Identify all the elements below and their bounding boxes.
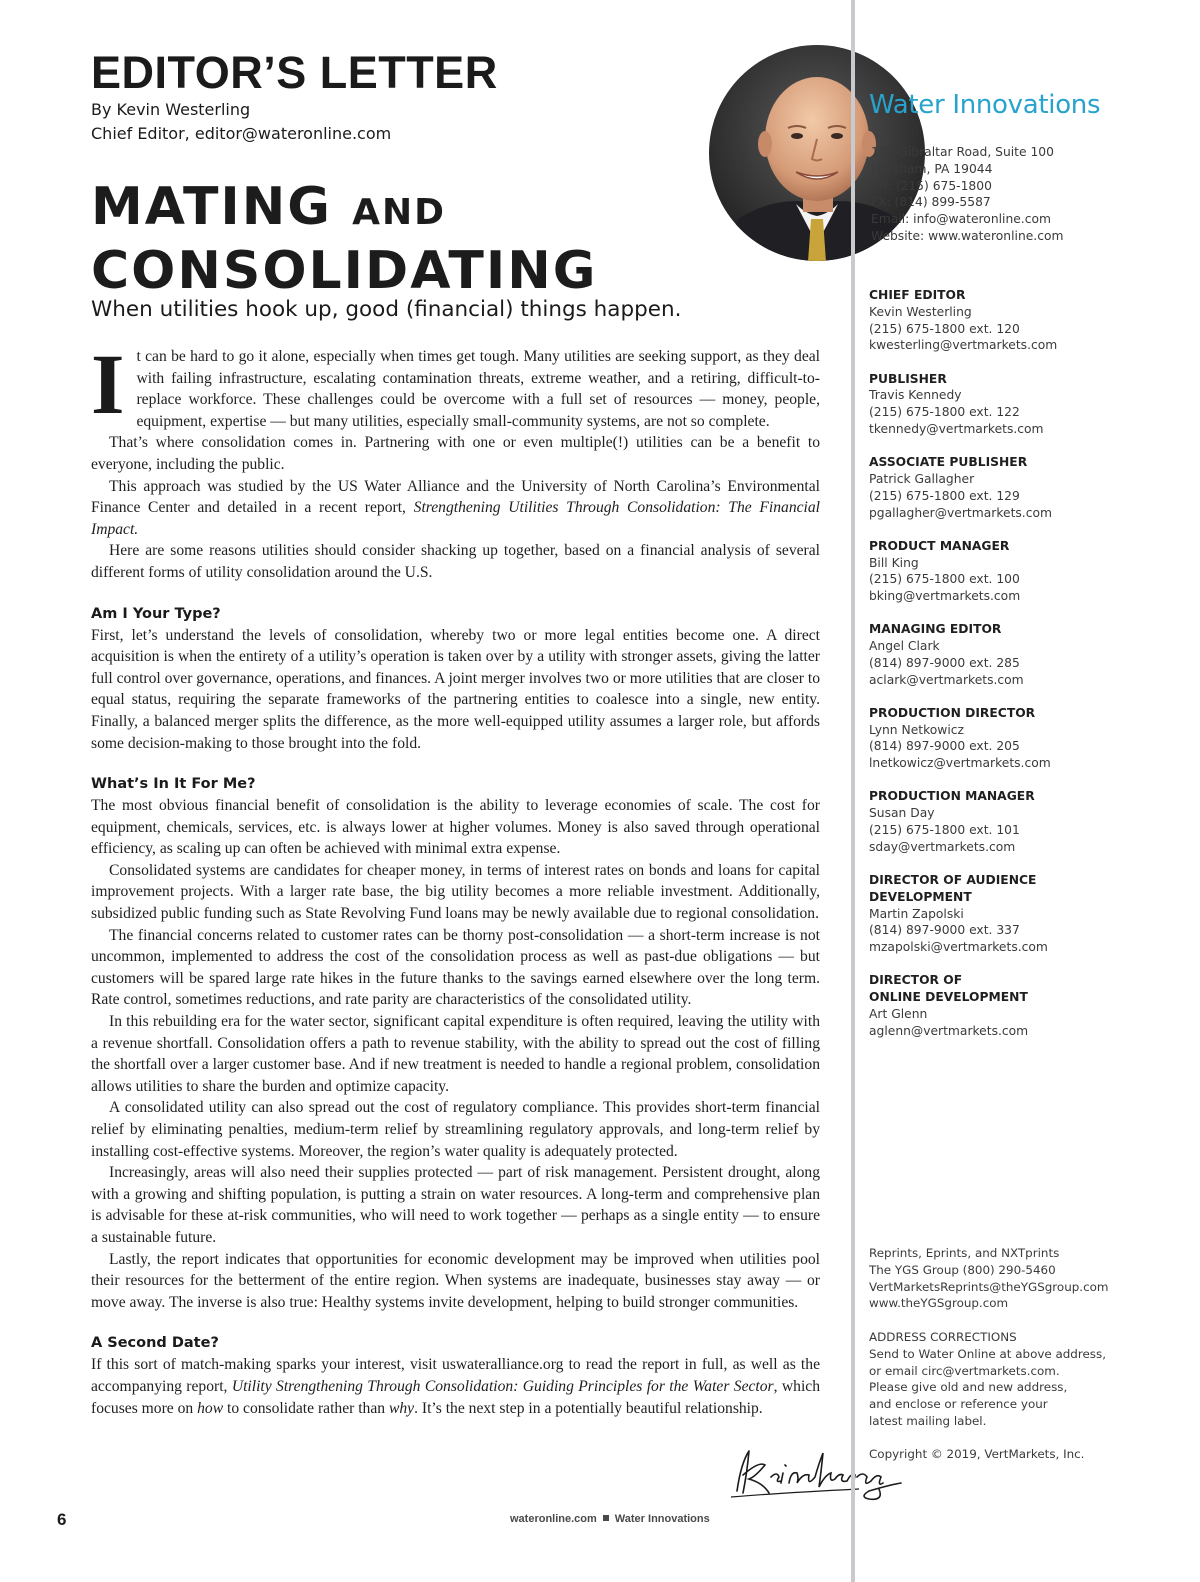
staff-email: aglenn@vertmarkets.com (869, 1023, 1029, 1038)
staff-phone: (215) 675-1800 ext. 101 (869, 823, 1020, 838)
main-column (91, 0, 829, 1582)
paragraph-text: This approach was studied by the US Water Alliance and the University of North Carolina’s Environmental Finance Center and detailed in a recent report, (91, 477, 820, 517)
article-paragraph: Consolidated systems are candidates for cheaper money, in terms of interest rates on bonds and loans for capital improvement projects. With a larger rate base, the big utility becomes a more reliable investment. Additionally, subsidized public funding such as State Revolving Fund loans may be newly available due to regional consolidation. (91, 861, 820, 923)
staff-email: pgallagher@vertmarkets.com (869, 505, 1052, 520)
lead-text: t can be hard to go it alone, especially when times get tough. Many utilities are seeking support, as they deal with failing infrastructure, escalating contamination threats, extreme weather, and a retiring, difficult-to-replace workforce. These challenges could be overcome with a full set of resources — money, people, equipment, expertise — but many utilities, especially small-community systems, are not so complete. (136, 348, 820, 430)
headline (91, 178, 597, 300)
reprints-email: VertMarketsReprints@theYGSgroup.com (869, 1279, 1109, 1294)
staff-email: kwesterling@vertmarkets.com (869, 338, 1058, 353)
staff-role: ONLINE DEVELOPMENT (869, 990, 1028, 1005)
contact-address (871, 144, 1063, 245)
section-title: EDITOR’S LETTER (91, 47, 498, 98)
article-paragraph: In this rebuilding era for the water sector, significant capital expenditure is often required, leaving the utility with a revenue shortfall. Consolidation offers a path to revenue stability, with the ability to spread out the cost of filling the shortfall over a larger customer base. And if new treatment is needed to handle a regional problem, consolidation allows utilities to share the burden and optimize capacity. (91, 1013, 820, 1095)
section-heading-second-date: A Second Date? (91, 1335, 219, 1352)
subheadline: When utilities hook up, good (financial) things happen. (91, 297, 682, 322)
paragraph-text: , which focuses more on (91, 1377, 820, 1417)
report-title: Strengthening Utilities Through Consolidation: The Financial Impact. (91, 499, 821, 538)
staff-role: PRODUCTION DIRECTOR (869, 705, 1036, 720)
staff-email: sday@vertmarkets.com (869, 839, 1016, 854)
staff-phone: (215) 675-1800 ext. 122 (869, 405, 1020, 420)
staff-list (869, 287, 1169, 1056)
staff-name: Patrick Gallagher (869, 471, 975, 486)
staff-email: bking@vertmarkets.com (869, 589, 1021, 604)
headline-word-and: AND (352, 192, 446, 233)
article-paragraph: Here are some reasons utilities should consider shacking up together, based on a financial analysis of several different forms of utility consolidation around the U.S. (91, 542, 820, 581)
byline-author: By Kevin Westerling (91, 100, 251, 119)
staff-role: DIRECTOR OF (869, 973, 963, 988)
section-heading-am-i-your-type: Am I Your Type? (91, 605, 221, 622)
page-footer (510, 1513, 710, 1525)
headline-word-consolidating: CONSOLIDATING (91, 241, 598, 301)
reprints-info (869, 1245, 1108, 1312)
staff-role: PRODUCTION MANAGER (869, 789, 1035, 804)
paragraph-text: . It’s the next step in a potentially beautiful relationship. (414, 1399, 763, 1417)
drop-cap: I (91, 336, 125, 432)
article-paragraph: A consolidated utility can also spread out the cost of regulatory compliance. This provides short-term financial relief by eliminating penalties, medium-term relief by streamlining regulatory approvals, and long-term relief by installing cost-effective systems. Moreover, the region’s water quality is adequately protected. (91, 1099, 820, 1160)
footer-separator (603, 1515, 609, 1521)
section-heading-whats-in-it: What’s In It For Me? (91, 776, 256, 793)
corrections-line: and enclose or reference your (869, 1397, 1048, 1412)
staff-role: CHIEF EDITOR (869, 288, 966, 302)
staff-email: tkennedy@vertmarkets.com (869, 421, 1044, 436)
article-paragraph (91, 1354, 820, 1419)
staff-entry (869, 538, 1169, 605)
address-phone: PH: (215) 675-1800 (871, 178, 992, 193)
staff-phone: (814) 897-9000 ext. 205 (869, 739, 1020, 754)
report-title: Utility Strengthening Through Consolidation: Guiding Principles for the Water Sector (231, 1377, 774, 1395)
staff-entry (869, 621, 1169, 688)
staff-name: Lynn Netkowicz (869, 722, 964, 737)
staff-role: MANAGING EDITOR (869, 622, 1002, 637)
staff-phone: (215) 675-1800 ext. 129 (869, 488, 1020, 503)
article-paragraph: Lastly, the report indicates that opportunities for economic development may be improved when utilities pool their resources for the betterment of the entire region. When systems are inadequate, businesses stay away — or move away. The inverse is also true: Healthy systems invite development, helping to build stronger communities. (91, 1250, 820, 1311)
address-corrections (869, 1329, 1169, 1430)
staff-phone: (814) 897-9000 ext. 285 (869, 655, 1020, 670)
staff-role: PUBLISHER (869, 371, 947, 386)
article-paragraph: The most obvious financial benefit of consolidation is the ability to leverage economies of scale. The cost for equipment, chemicals, services, etc. is always lower at higher volumes. Money is also saved through operational efficiency, as scaling up can often be achieved with minimal extra expense. (91, 797, 820, 858)
footer-publication: Water Innovations (614, 1513, 710, 1525)
staff-phone: (215) 675-1800 ext. 120 (869, 321, 1020, 336)
staff-name: Angel Clark (869, 639, 940, 654)
reprints-website: www.theYGSgroup.com (869, 1296, 1009, 1311)
corrections-line: Please give old and new address, (869, 1380, 1068, 1395)
copyright-notice: Copyright © 2019, VertMarkets, Inc. (869, 1447, 1085, 1461)
staff-entry (869, 454, 1169, 521)
staff-name: Bill King (869, 555, 919, 570)
staff-entry (869, 287, 1169, 354)
emphasis-how: how (197, 1399, 224, 1417)
staff-role: DEVELOPMENT (869, 889, 972, 904)
staff-email: mzapolski@vertmarkets.com (869, 940, 1048, 955)
staff-entry (869, 371, 1169, 438)
paragraph-text: If this sort of match-making sparks your interest, visit uswateralliance.org to read the report in full, as well as the accompanying report, (91, 1356, 820, 1395)
staff-name: Martin Zapolski (869, 906, 964, 921)
address-fax: FX: (814) 899-5587 (871, 195, 991, 210)
article-paragraph: That’s where consolidation comes in. Partnering with one or even multiple(!) utilities can be a benefit to everyone, including the public. (91, 434, 820, 473)
staff-name: Kevin Westerling (869, 304, 972, 319)
headline-word-mating: MATING (91, 177, 332, 237)
corrections-line: or email circ@vertmarkets.com. (869, 1363, 1060, 1378)
emphasis-why: why (388, 1399, 415, 1417)
staff-phone: (215) 675-1800 ext. 100 (869, 572, 1020, 587)
staff-role: PRODUCT MANAGER (869, 538, 1010, 553)
page-number: 6 (57, 1510, 67, 1529)
article-paragraph: First, let’s understand the levels of consolidation, whereby two or more legal entities become one. A direct acquisition is when the entirety of a utility’s operation is taken over by a utility with stronger assets, giving the latter full control over governance, operations, and finances. A joint merger involves two or more utilities that are closer to equal status, requiring the separate frameworks of the partnering entities to coalesce into a single, new entity. Finally, a balanced merger splits the difference, as the more well-equipped utility assumes a larger role, but affords some decision-making to those brought into the fold. (91, 626, 820, 752)
reprints-line: Reprints, Eprints, and NXTprints (869, 1246, 1060, 1260)
corrections-line: latest mailing label. (869, 1413, 987, 1428)
staff-phone: (814) 897-9000 ext. 337 (869, 923, 1020, 938)
address-email: Email: info@wateronline.com (871, 212, 1051, 227)
staff-name: Art Glenn (869, 1007, 928, 1022)
corrections-heading: ADDRESS CORRECTIONS (869, 1330, 1017, 1344)
article-paragraph (91, 476, 820, 541)
staff-email: lnetkowicz@vertmarkets.com (869, 756, 1051, 771)
article-body (91, 336, 821, 1419)
byline-title: Chief Editor, editor@wateronline.com (91, 124, 392, 143)
sidebar-divider (851, 0, 855, 1582)
byline-block (91, 98, 391, 146)
article-paragraph: Increasingly, areas will also need their supplies protected — part of risk management. Persistent drought, along with a growing and shifting population, is putting a strain on water resources. A long-term and comprehensive plan is advisable for these at-risk communities, who will need to work together — perhaps as a single entity — to ensure a sustainable future. (91, 1164, 820, 1246)
brand-wordmark: Water Innovations (869, 90, 1101, 120)
staff-name: Susan Day (869, 806, 935, 821)
paragraph-text: to consolidate rather than (227, 1399, 386, 1417)
staff-role: DIRECTOR OF AUDIENCE (869, 873, 1037, 888)
staff-name: Travis Kennedy (869, 388, 962, 403)
article-paragraph: The financial concerns related to customer rates can be thorny post-consolidation — a short-term increase is not uncommon, implemented to address the cost of the consolidation process as well as past-due obligations — but customers will be spared large rate hikes in the future thanks to the savings earned elsewhere over the long term. Rate control, sometimes reductions, and rate parity are characteristics of the consolidated utility. (91, 926, 820, 1009)
corrections-line: Send to Water Online at above address, (869, 1346, 1106, 1361)
footer-site: wateronline.com (510, 1513, 597, 1525)
address-website: Website: www.wateronline.com (871, 228, 1064, 243)
article-lead-paragraph (91, 336, 820, 432)
staff-email: aclark@vertmarkets.com (869, 672, 1024, 687)
staff-entry (869, 788, 1169, 855)
reprints-line: The YGS Group (800) 290-5460 (869, 1262, 1056, 1277)
staff-entry (869, 872, 1169, 956)
address-line: Horsham, PA 19044 (871, 161, 993, 176)
staff-role: ASSOCIATE PUBLISHER (869, 455, 1028, 470)
staff-entry (869, 972, 1169, 1039)
staff-entry (869, 705, 1169, 772)
address-line: 101 Gibraltar Road, Suite 100 (871, 145, 1054, 159)
